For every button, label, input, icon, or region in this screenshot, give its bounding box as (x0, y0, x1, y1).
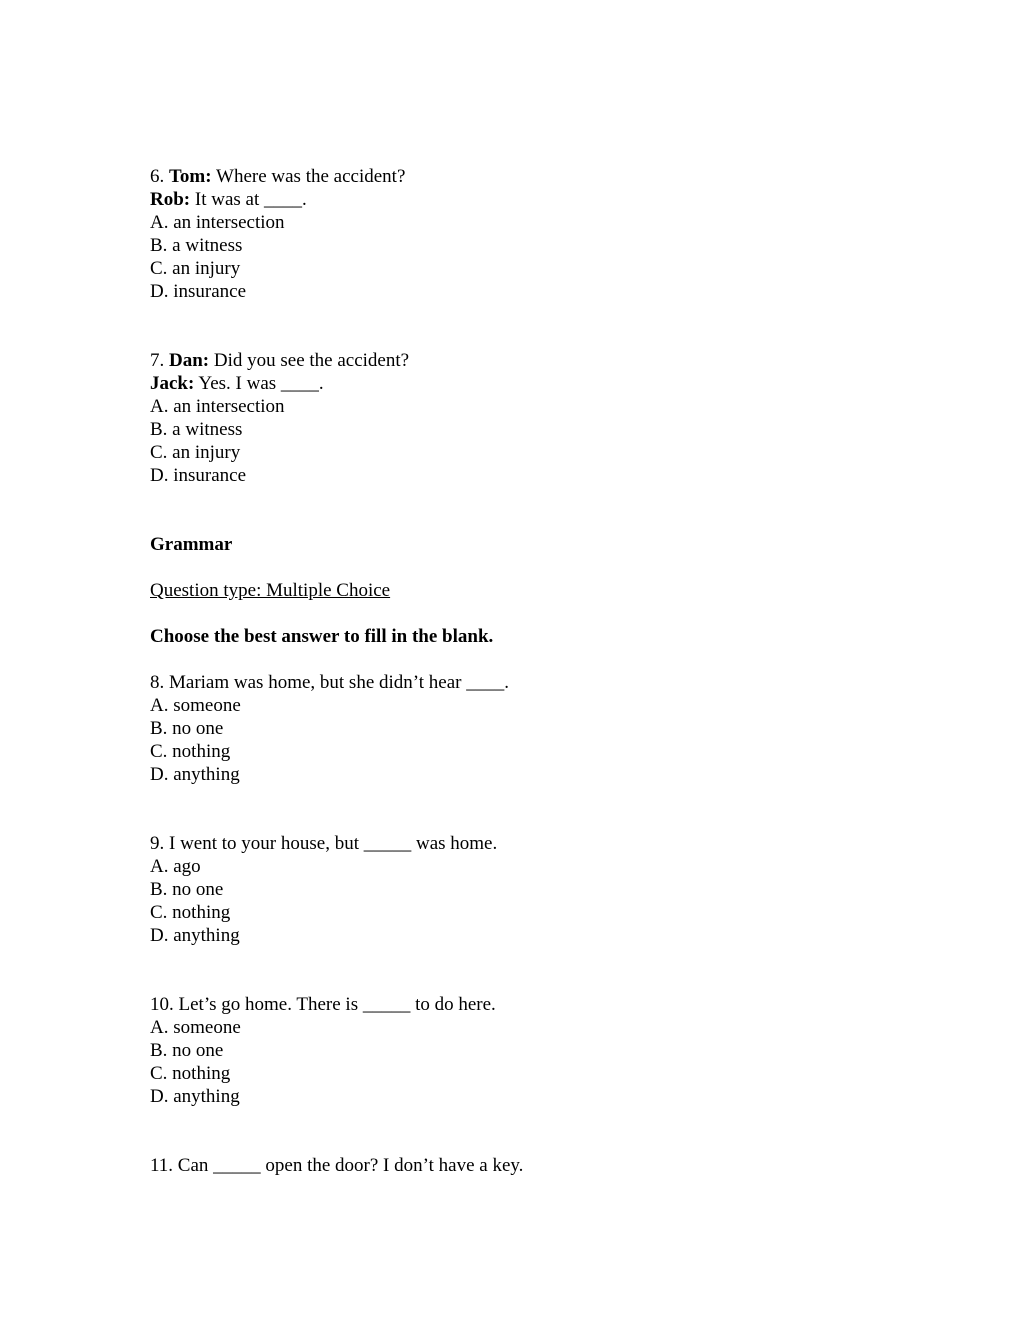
answer-option-b[interactable]: B. no one (150, 718, 224, 739)
answer-option-c[interactable]: C. nothing (150, 1063, 231, 1084)
question-stem: 9. I went to your house, but _____ was home. (150, 833, 498, 854)
question-9 (150, 832, 910, 947)
question-stem: 10. Let’s go home. There is _____ to do here. (150, 994, 496, 1015)
question-type-label: Question type: Multiple Choice (150, 580, 391, 601)
answer-option-c[interactable]: C. an injury (150, 258, 241, 279)
speaker-name: Dan: (169, 350, 210, 371)
question-response: Rob: It was at ____. (150, 189, 307, 210)
answer-option-b[interactable]: B. no one (150, 1040, 224, 1061)
answer-option-d[interactable]: D. anything (150, 764, 240, 785)
answer-option-c[interactable]: C. an injury (150, 442, 241, 463)
answer-option-c[interactable]: C. nothing (150, 741, 231, 762)
section-heading: Grammar (150, 534, 233, 555)
question-response: Jack: Yes. I was ____. (150, 373, 324, 394)
answer-option-d[interactable]: D. insurance (150, 281, 247, 302)
answer-option-d[interactable]: D. anything (150, 1086, 240, 1107)
answer-option-a[interactable]: A. an intersection (150, 396, 285, 417)
answer-option-a[interactable]: A. ago (150, 856, 201, 877)
answer-option-d[interactable]: D. anything (150, 925, 240, 946)
question-stem: 11. Can _____ open the door? I don’t have a key. (150, 1155, 524, 1176)
speaker-name: Jack: (150, 373, 195, 394)
question-stem: 6. Tom: Where was the accident? (150, 166, 406, 187)
question-11 (150, 1154, 910, 1177)
answer-option-a[interactable]: A. someone (150, 1017, 241, 1038)
answer-option-b[interactable]: B. a witness (150, 419, 243, 440)
answer-option-a[interactable]: A. an intersection (150, 212, 285, 233)
question-stem: 7. Dan: Did you see the accident? (150, 350, 410, 371)
question-stem: 8. Mariam was home, but she didn’t hear ____. (150, 672, 509, 693)
question-8 (150, 671, 910, 786)
answer-option-c[interactable]: C. nothing (150, 902, 231, 923)
question-7 (150, 349, 910, 487)
question-6 (150, 165, 910, 303)
answer-option-d[interactable]: D. insurance (150, 465, 247, 486)
instructions: Choose the best answer to fill in the blank. (150, 626, 494, 647)
answer-option-b[interactable]: B. no one (150, 879, 224, 900)
answer-option-a[interactable]: A. someone (150, 695, 241, 716)
speaker-name: Rob: (150, 189, 191, 210)
speaker-name: Tom: (169, 166, 212, 187)
worksheet-page (150, 165, 910, 1177)
question-10 (150, 993, 910, 1108)
answer-option-b[interactable]: B. a witness (150, 235, 243, 256)
